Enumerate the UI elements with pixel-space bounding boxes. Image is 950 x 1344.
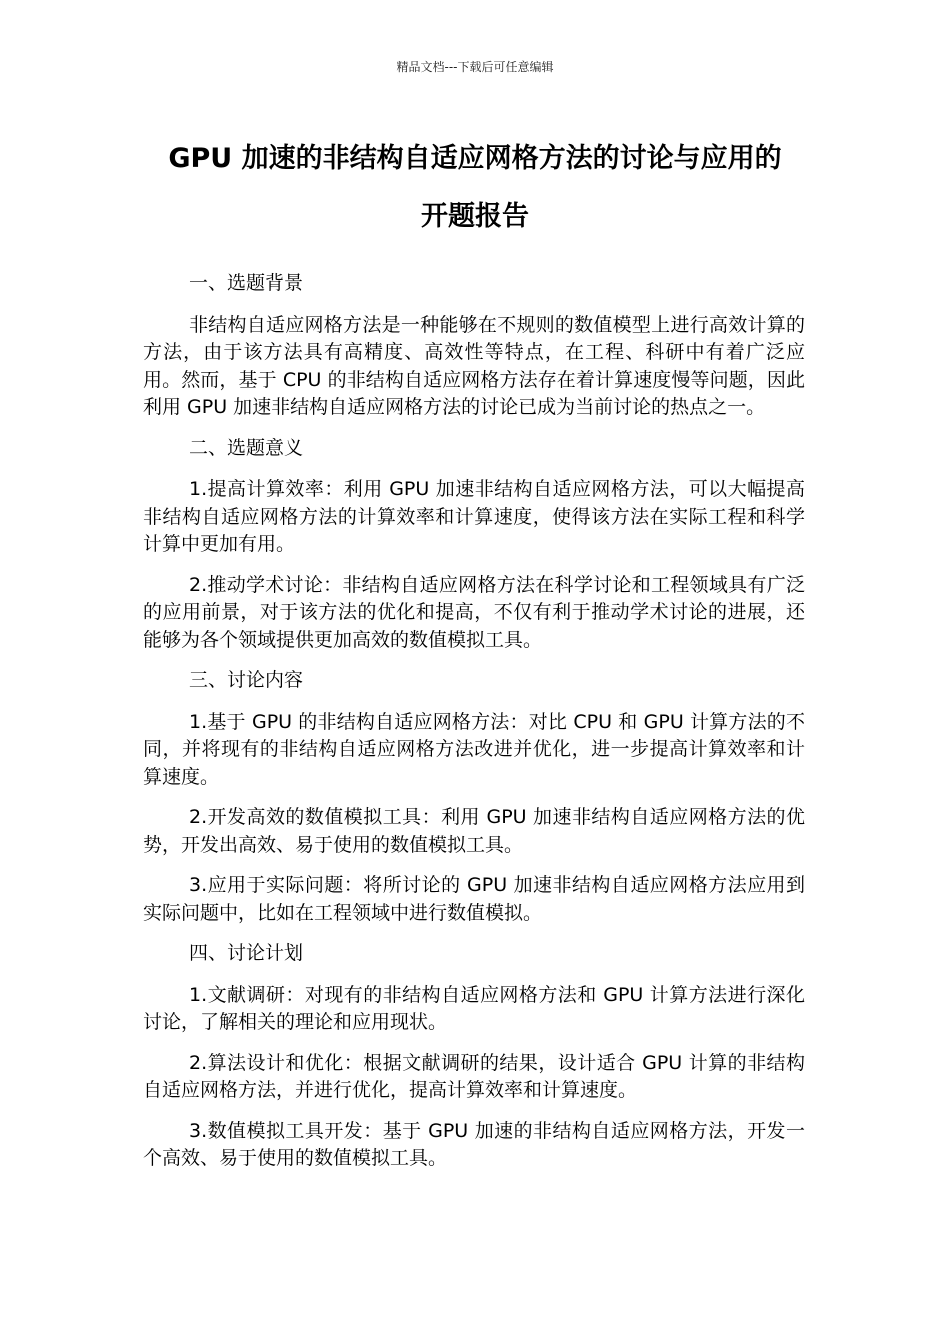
paragraph-content-2: 2.开发高效的数值模拟工具：利用 GPU 加速非结构自适应网格方法的优势，开发出高效、易于使用的数值模拟工具。 bbox=[143, 806, 805, 856]
paragraph-significance-2: 2.推动学术讨论：非结构自适应网格方法在科学讨论和工程领域具有广泛的应用前景，对于该方法的优化和提高，不仅有利于推动学术讨论的进展，还能够为各个领域提供更加高效的数值模拟工具。 bbox=[143, 573, 805, 651]
section-heading-significance: 二、选题意义 bbox=[189, 436, 304, 459]
paragraph-plan-2: 2.算法设计和优化：根据文献调研的结果，设计适合 GPU 计算的非结构自适应网格方法，并进行优化，提高计算效率和计算速度。 bbox=[143, 1051, 805, 1101]
document-body bbox=[143, 270, 805, 1186]
paragraph-plan-3: 3.数值模拟工具开发：基于 GPU 加速的非结构自适应网格方法，开发一个高效、易于使用的数值模拟工具。 bbox=[143, 1119, 805, 1169]
document-title bbox=[100, 130, 850, 246]
title-line-1: GPU 加速的非结构自适应网格方法的讨论与应用的 bbox=[168, 143, 782, 174]
paragraph-significance-1: 1.提高计算效率：利用 GPU 加速非结构自适应网格方法，可以大幅提高非结构自适应网格方法的计算效率和计算速度，使得该方法在实际工程和科学计算中更加有用。 bbox=[143, 478, 805, 555]
section-heading-background: 一、选题背景 bbox=[189, 272, 304, 294]
section-heading-plan: 四、讨论计划 bbox=[189, 942, 304, 964]
paragraph-content-3: 3.应用于实际问题：将所讨论的 GPU 加速非结构自适应网格方法应用到实际问题中，比如在工程领域中进行数值模拟。 bbox=[143, 874, 805, 924]
paragraph-background: 非结构自适应网格方法是一种能够在不规则的数值模型上进行高效计算的方法，由于该方法具有高精度、高效性等特点，在工程、科研中有着广泛应用。然而，基于 CPU 的非结构自适应网格方法存在着计算速度慢等问题，因此利用 GPU 加速非结构自适应网格方法的讨论已成为当前讨论的热点之一。 bbox=[143, 313, 805, 418]
title-line-2: 开题报告 bbox=[421, 201, 529, 232]
header-note: 精品文档---下载后可任意编辑 bbox=[396, 60, 554, 74]
paragraph-plan-1: 1.文献调研：对现有的非结构自适应网格方法和 GPU 计算方法进行深化讨论，了解相关的理论和应用现状。 bbox=[143, 983, 805, 1033]
section-heading-content: 三、讨论内容 bbox=[189, 669, 304, 691]
paragraph-content-1: 1.基于 GPU 的非结构自适应网格方法：对比 CPU 和 GPU 计算方法的不同，并将现有的非结构自适应网格方法改进并优化，进一步提高计算效率和计算速度。 bbox=[143, 710, 805, 788]
